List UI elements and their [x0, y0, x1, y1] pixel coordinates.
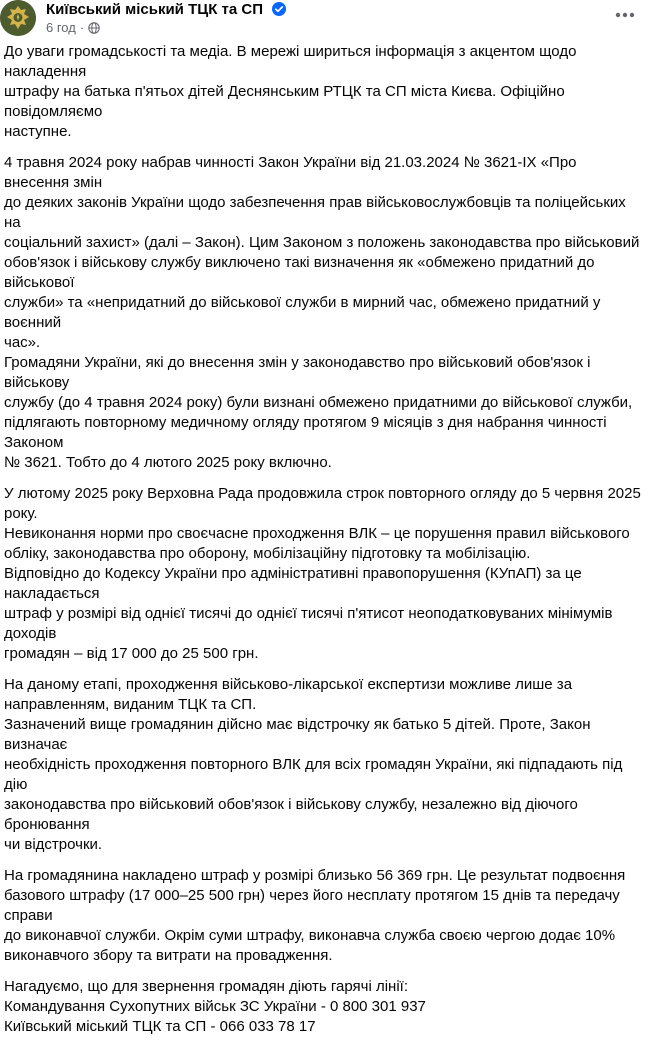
post-body	[4, 42, 644, 1048]
post-paragraph-hotlines: Нагадуємо, що для звернення громадян діють гарячі лінії: Командування Сухопутних військ ЗС України - 0 800 301 937 Київський міський ТЦК та СП - 066 033 78 17	[4, 978, 426, 1035]
post-paragraph-fine-amount: На громадянина накладено штраф у розмірі близько 56 369 грн. Це результат подвоєння базового штрафу (17 000–25 500 грн) через його несплату протягом 15 днів та передачу справи до виконавчої служби. Окрім суми штрафу, виконавча служба своєю чергою додає 10% виконавчого збору та витрати на провадження.	[4, 867, 626, 964]
post-paragraph-citizens: Громадяни України, які до внесення змін у законодавство про військовий обов'язок і військову службу (до 4 травня 2024 року) були визнані обмежено придатними до військової служби, підлягають повторному медичному огляду протягом 9 місяців з дня набрання чинності Законом № 3621. Тобто до 4 лютого 2025 року включно.	[4, 354, 633, 471]
globe-icon[interactable]	[88, 22, 100, 37]
verified-badge-icon	[272, 2, 286, 20]
post-paragraph-fine-code: Відповідно до Кодексу України про адміністративні правопорушення (КУпАП) за це накладається штраф у розмірі від однієї тисячі до однієї тисячі п'ятисот неоподатковуваних мінімумів доходів громадян – від 17 000 до 25 500 грн.	[4, 565, 613, 662]
post-paragraph-intro: До уваги громадськості та медіа. В мережі шириться інформація з акцентом щодо накладення штрафу на батька п'ятьох дітей Деснянським РТЦК та СП міста Києва. Офіційно повідомляємо наступне.	[4, 43, 577, 140]
post-paragraph-extension: У лютому 2025 року Верховна Рада продовжила строк повторного огляду до 5 червня 2025 року. Невиконання норми про своєчасне проходження ВЛК – це порушення правил військового обліку, законодавства про оборону, мобілізаційну підготовку та мобілізацію.	[4, 485, 641, 562]
page-name[interactable]: Київський міський ТЦК та СП	[46, 1, 263, 18]
post-paragraph-deferment: Зазначений вище громадянин дійсно має відстрочку як батько 5 дітей. Проте, Закон визначає необхідність проходження повторного ВЛК для всіх громадян України, які підпадають під дію законодавства про військовий обов'язок і військову службу, незалежно від діючого бронювання чи відстрочки.	[4, 716, 623, 853]
avatar[interactable]	[0, 0, 36, 36]
post-paragraph-vlk: На даному етапі, проходження військово-лікарської експертизи можливе лише за направленням, виданим ТЦК та СП.	[4, 676, 573, 713]
page-name-link[interactable]	[46, 1, 286, 20]
post-paragraph-law: 4 травня 2024 року набрав чинності Закон України від 21.03.2024 № 3621-IX «Про внесення змін до деяких законів України щодо забезпечення прав військовослужбовців та поліцейських на соціальний захист» (далі – Закон). Цим Законом з положень законодавства про військовий обов'язок і військову службу виключено такі визначення як «обмежено придатний до військової служби» та «непридатний до військової служби в мирний час, обмежено придатний у воєнний час».	[4, 154, 640, 351]
post-meta	[46, 20, 100, 37]
post-header	[0, 0, 651, 38]
emblem-icon	[0, 0, 36, 36]
more-options-icon[interactable]	[613, 8, 637, 22]
meta-separator: ·	[79, 20, 85, 35]
post-timestamp[interactable]: 6 год	[46, 20, 76, 35]
